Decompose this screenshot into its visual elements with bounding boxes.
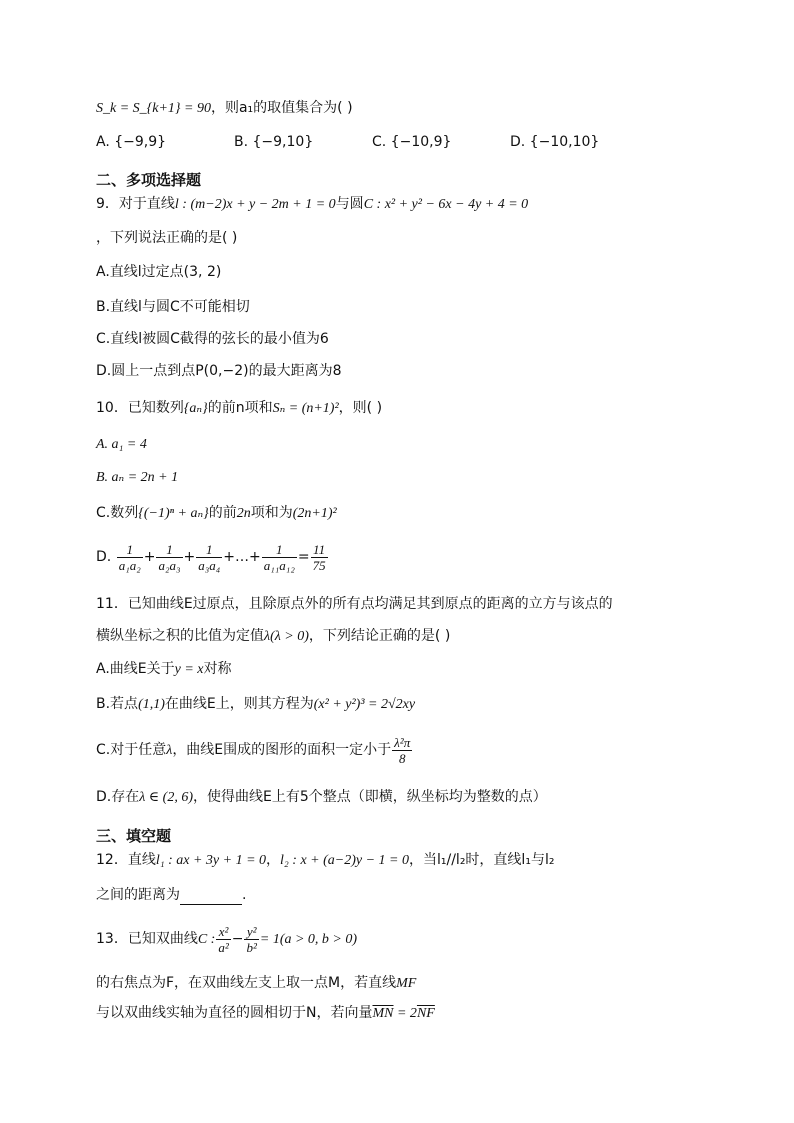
q10-stem-text-b: 的前n项和 <box>207 400 273 416</box>
q11-stem-line2 <box>96 626 450 647</box>
minus-sign: − <box>231 931 244 947</box>
q11-option-c-text-b: ，曲线E围成的图形的面积一定小于 <box>172 742 392 758</box>
q10-option-d <box>96 540 329 574</box>
fraction-numerator: y² <box>244 924 258 940</box>
q11-option-c <box>96 732 413 769</box>
q11-option-a-text-b: 对称 <box>203 661 232 677</box>
q10-sum-formula: Sₙ = (n+1)² <box>272 401 339 416</box>
q10-option-c <box>96 503 337 524</box>
q12-text-c: ，当l₁//l₂时，直线l₁与l₂ <box>409 852 555 868</box>
q8-stem-text: ，则a₁的取值集合为( ) <box>210 100 353 116</box>
q11-option-b-text-a: B.若点 <box>96 696 139 712</box>
q10-stem-text-c: ，则( ) <box>338 400 383 416</box>
q10-option-c-2n: 2n <box>236 506 251 521</box>
q11-option-d-text-b: ，使得曲线E上有5个整点（即横，纵坐标均为整数的点） <box>193 789 547 805</box>
q11-option-a-text-a: A.曲线E关于 <box>96 661 175 677</box>
q11-option-b-point: (1,1) <box>138 697 165 712</box>
q13-curve-label: C : <box>197 932 216 947</box>
fraction-numerator: 1 <box>117 542 143 558</box>
plus-sign: + <box>183 549 196 565</box>
fraction-denominator: 8 <box>398 750 406 766</box>
q11-option-d <box>96 787 547 808</box>
q13-stem-line3 <box>96 1003 435 1024</box>
q9-option-c: C.直线l被圆C截得的弦长的最小值为6 <box>96 331 329 347</box>
plus-sign: + <box>143 549 156 565</box>
q11-stem-text-2a: 横纵坐标之积的比值为定值 <box>96 628 264 644</box>
fraction-denominator: a² <box>218 939 229 955</box>
q12-answer-blank[interactable] <box>180 890 242 905</box>
q10-sequence: {aₙ} <box>183 401 208 416</box>
q13-text-b: 的右焦点为F，在双曲线左支上取一点M，若直线 <box>96 975 397 991</box>
q8-option-a: A. {−9,9} <box>96 134 167 150</box>
q11-option-d-interval: λ ∈ (2, 6) <box>139 790 193 805</box>
q11-option-c-text-a: C.对于任意 <box>96 742 167 758</box>
q11-number: 11． <box>96 596 128 612</box>
q12-text-b: ， <box>266 852 281 868</box>
fraction-denominator: b² <box>246 939 257 955</box>
section-multi-choice-heading: 二、多项选择题 <box>96 171 202 189</box>
q10-number: 10． <box>96 400 128 416</box>
q10-option-c-text-b: 的前 <box>208 505 237 521</box>
q13-vector-eq: = 2 <box>393 1006 417 1021</box>
fraction-numerator: 1 <box>156 542 182 558</box>
q13-line-mf: MF <box>396 976 417 991</box>
q12-text-a: 直线 <box>127 852 156 868</box>
q13-text-a: 已知双曲线 <box>127 931 198 947</box>
fraction-denominator: a₂a₃ <box>158 557 181 573</box>
q11-option-d-text-a: D.存在 <box>96 789 140 805</box>
q13-stem-line1 <box>96 922 357 957</box>
q10-option-b <box>96 467 178 488</box>
q10-fraction-1 <box>117 542 143 573</box>
q13-equation-rest: = 1(a > 0, b > 0) <box>259 932 358 947</box>
fraction-numerator: 11 <box>311 542 328 558</box>
fraction-denominator: a₃a₄ <box>198 557 221 573</box>
q10-option-c-sequence: {(−1)ⁿ + aₙ} <box>138 506 209 521</box>
q13-vector-mn: $\overline{MN}$ <box>372 1006 394 1021</box>
q9-option-a: A.直线l过定点(3, 2) <box>96 264 222 280</box>
fraction-numerator: λ²π <box>394 734 411 750</box>
q12-line1-equation: l₁ : ax + 3y + 1 = 0 <box>155 853 267 868</box>
q11-lambda: λ(λ > 0) <box>264 629 309 644</box>
fraction-numerator: 1 <box>196 542 222 558</box>
q10-option-c-result: (2n+1)² <box>292 506 337 521</box>
q10-option-c-text-a: C.数列 <box>96 505 139 521</box>
ellipsis: +…+ <box>223 549 261 565</box>
q9-stem-text-b: 与圆 <box>335 196 364 212</box>
q13-number: 13． <box>96 931 128 947</box>
section-fill-blank-heading: 三、填空题 <box>96 827 172 845</box>
q8-option-d: D. {−10,10} <box>510 134 600 150</box>
q10-option-b-text: B. aₙ = 2n + 1 <box>96 470 179 485</box>
q12-text-d: 之间的距离为 <box>96 887 180 903</box>
q12-stem-line2 <box>96 885 246 905</box>
q10-option-a-text: A. a₁ = 4 <box>96 437 147 452</box>
q10-option-d-label: D. <box>96 549 112 565</box>
q10-fraction-2 <box>156 542 182 573</box>
q11-stem-line1 <box>96 594 613 614</box>
q9-stem-line1 <box>96 194 528 215</box>
q10-fraction-3 <box>196 542 222 573</box>
q11-option-c-fraction <box>392 735 412 766</box>
q9-number: 9． <box>96 196 119 212</box>
q11-option-a <box>96 659 232 680</box>
q11-option-a-math: y = x <box>174 662 204 677</box>
fraction-numerator: 1 <box>262 542 297 558</box>
q8-options <box>96 132 648 152</box>
q10-fraction-4 <box>262 542 297 573</box>
fraction-denominator: a₁a₂ <box>118 557 141 573</box>
q8-option-b: B. {−9,10} <box>234 134 314 150</box>
q9-stem-line2: ，下列说法正确的是( ) <box>96 230 238 246</box>
q8-stem <box>96 98 353 119</box>
fraction-denominator: a₁₁a₁₂ <box>263 557 295 573</box>
q10-option-c-text-c: 项和为 <box>250 505 293 521</box>
q11-option-c-lambda: λ <box>166 743 173 758</box>
q13-vector-nf: $\overline{NF}$ <box>416 1006 435 1021</box>
q12-stem-line1 <box>96 850 554 871</box>
q13-fraction-y <box>244 924 258 955</box>
q8-stem-math: S_k = S_{k+1} = 90 <box>96 101 211 116</box>
q9-option-b: B.直线l与圆C不可能相切 <box>96 299 250 315</box>
q12-line2-equation: l₂ : x + (a−2)y − 1 = 0 <box>280 853 409 868</box>
q10-stem-text-a: 已知数列 <box>127 400 184 416</box>
q10-option-a <box>96 434 147 455</box>
q13-text-c: 与以双曲线实轴为直径的圆相切于N，若向量 <box>96 1005 373 1021</box>
q10-stem <box>96 398 382 419</box>
q11-option-b-equation: (x² + y²)³ = 2√2xy <box>313 697 416 712</box>
q11-option-b-text-b: 在曲线E上，则其方程为 <box>164 696 314 712</box>
q13-fraction-x <box>216 924 230 955</box>
q8-option-c: C. {−10,9} <box>372 134 452 150</box>
q12-number: 12． <box>96 852 128 868</box>
q12-period: . <box>242 887 247 903</box>
q9-circle-equation: C : x² + y² − 6x − 4y + 4 = 0 <box>363 197 529 212</box>
q9-stem-text-a: 对于直线 <box>118 196 175 212</box>
q13-stem-line2 <box>96 973 416 994</box>
q9-line-equation: l : (m−2)x + y − 2m + 1 = 0 <box>174 197 336 212</box>
fraction-numerator: x² <box>216 924 230 940</box>
q9-option-d: D.圆上一点到点P(0,−2)的最大距离为8 <box>96 363 342 379</box>
equals-sign: = <box>297 549 310 565</box>
fraction-denominator: 75 <box>312 557 326 573</box>
q10-fraction-result <box>311 542 328 573</box>
q11-option-b <box>96 694 415 715</box>
q11-stem-text-2b: ，下列结论正确的是( ) <box>308 628 451 644</box>
q11-stem-text-1: 已知曲线E过原点，且除原点外的所有点均满足其到原点的距离的立方与该点的 <box>127 596 613 612</box>
